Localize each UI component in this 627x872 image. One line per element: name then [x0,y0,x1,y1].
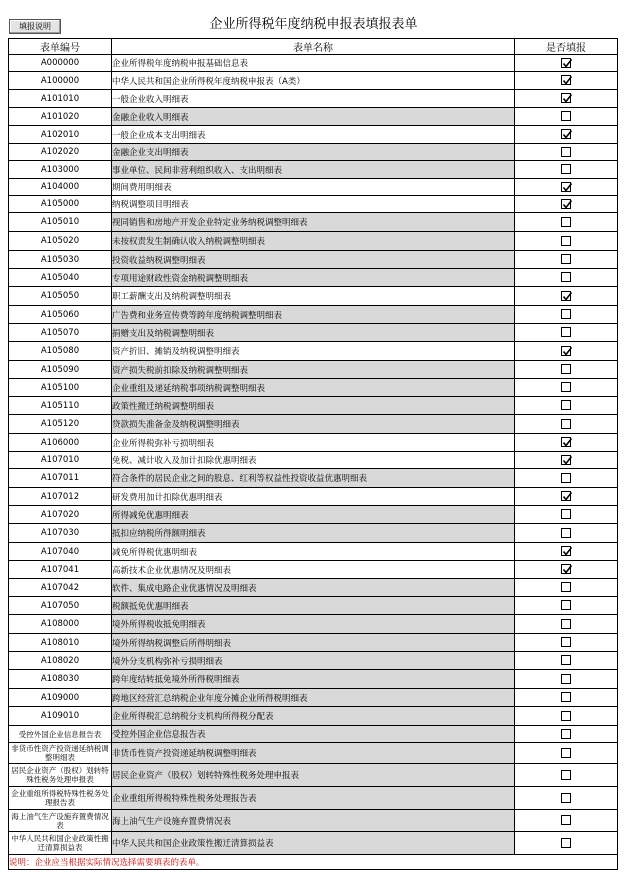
check-icon [562,93,573,104]
form-name: 研发费用加计扣除优惠明细表 [112,488,515,506]
form-name: 海上油气生产设施弃置费情况表 [112,810,515,832]
form-code: A105030 [9,251,112,269]
form-code: A101010 [9,90,112,108]
form-name: 境外所得税收抵免明细表 [112,615,515,634]
form-code: 非货币性资产投资递延纳税调整明细表 [9,743,112,764]
checkbox-unchecked[interactable] [561,692,571,702]
checkbox-unchecked[interactable] [561,815,571,825]
form-code: A108000 [9,615,112,634]
form-code: A108030 [9,670,112,689]
form-code: A105080 [9,342,112,361]
form-code: A102020 [9,144,112,161]
form-code: A109000 [9,689,112,707]
fill-checkbox-cell [515,144,618,161]
checkbox-checked[interactable] [561,58,571,68]
fill-checkbox-cell [515,506,618,524]
table-row [9,707,618,726]
fill-checkbox-cell [515,488,618,506]
form-name: 企业所得税汇总纳税分支机构所得税分配表 [112,707,515,726]
check-icon [562,129,573,140]
form-name: 资产折旧、摊销及纳税调整明细表 [112,342,515,361]
table-row [9,810,618,832]
form-code: A000000 [9,55,112,72]
form-code: A107010 [9,452,112,469]
table-row [9,434,618,452]
check-icon [562,75,573,86]
table-row [9,269,618,287]
checkbox-unchecked[interactable] [561,509,571,519]
fill-checkbox-cell [515,379,618,397]
header-row [9,39,618,55]
checkbox-unchecked[interactable] [561,655,571,665]
fill-checkbox-cell [515,232,618,251]
check-icon [562,437,573,448]
fill-checkbox-cell [515,324,618,342]
fill-checkbox-cell [515,55,618,72]
table-row [9,415,618,434]
form-code: A107050 [9,597,112,615]
checkbox-unchecked[interactable] [561,838,571,848]
form-code: A100000 [9,72,112,90]
checkbox-unchecked[interactable] [561,254,571,264]
form-code: 企业重组所得税特殊性税务处理报告表 [9,787,112,810]
table-row [9,615,618,634]
form-name: 贷款损失准备金及纳税调整明细表 [112,415,515,434]
form-name: 税额抵免优惠明细表 [112,597,515,615]
table-row [9,251,618,269]
table-row [9,306,618,324]
checkbox-checked[interactable] [561,182,571,192]
checkbox-checked[interactable] [561,437,571,447]
checkbox-unchecked[interactable] [561,164,571,174]
table-row [9,506,618,524]
form-name: 受控外国企业信息报告表 [112,726,515,743]
checkbox-unchecked[interactable] [561,748,571,758]
table-row [9,561,618,579]
form-name: 跨年度结转抵免境外所得税明细表 [112,670,515,689]
table-row [9,452,618,469]
table-row [9,670,618,689]
form-name: 跨地区经营汇总纳税企业年度分摊企业所得税明细表 [112,689,515,707]
form-code: A107040 [9,543,112,561]
form-name: 职工薪酬支出及纳税调整明细表 [112,287,515,306]
check-icon [562,291,573,302]
fill-checkbox-cell [515,179,618,196]
checkbox-unchecked[interactable] [561,309,571,319]
form-name: 纳税调整项目明细表 [112,196,515,213]
page-title: 企业所得税年度纳税申报表填报表单 [209,17,418,32]
check-icon [562,199,573,210]
form-code: 中华人民共和国企业政策性搬迁清算损益表 [9,832,112,855]
form-name: 未按权责发生制确认收入纳税调整明细表 [112,232,515,251]
form-name: 减免所得税优惠明细表 [112,543,515,561]
check-icon [562,491,573,502]
form-code: A102010 [9,126,112,144]
form-code: A105120 [9,415,112,434]
fill-checkbox-cell [515,469,618,488]
explain-button[interactable]: 填报说明 [9,19,61,34]
table-row [9,108,618,126]
fill-checkbox-cell [515,108,618,126]
fill-checkbox-cell [515,726,618,743]
checkbox-unchecked[interactable] [561,473,571,483]
checkbox-checked[interactable] [561,75,571,85]
form-code: A101020 [9,108,112,126]
column-header-code: 表单编号 [9,39,112,55]
check-icon [562,546,573,557]
table-row [9,832,618,855]
table-row [9,144,618,161]
table-row [9,361,618,379]
form-code: A105010 [9,213,112,232]
checkbox-unchecked[interactable] [561,236,571,246]
form-code: A107041 [9,561,112,579]
checkbox-unchecked[interactable] [561,711,571,721]
fill-checkbox-cell [515,397,618,415]
fill-checkbox-cell [515,90,618,108]
form-code: 受控外国企业信息报告表 [9,726,112,743]
table-row [9,469,618,488]
fill-checkbox-cell [515,832,618,855]
fill-checkbox-cell [515,306,618,324]
table-row [9,787,618,810]
table-row [9,213,618,232]
table-row [9,634,618,652]
form-name: 企业所得税弥补亏损明细表 [112,434,515,452]
form-code: A109010 [9,707,112,726]
check-icon [562,58,573,69]
checkbox-unchecked[interactable] [561,327,571,337]
form-name: 符合条件的居民企业之间的股息、红利等权益性投资收益优惠明细表 [112,469,515,488]
form-code: A107042 [9,579,112,597]
checkbox-unchecked[interactable] [561,419,571,429]
fill-checkbox-cell [515,689,618,707]
form-code: 居民企业资产（股权）划转特殊性税务处理申报表 [9,764,112,787]
form-name: 中华人民共和国企业所得税年度纳税申报表（A类） [112,72,515,90]
form-name: 软件、集成电路企业优惠情况及明细表 [112,579,515,597]
checkbox-unchecked[interactable] [561,600,571,610]
table-row [9,179,618,196]
check-icon [562,455,573,466]
fill-checkbox-cell [515,707,618,726]
table-row [9,232,618,251]
checkbox-unchecked[interactable] [561,382,571,392]
fill-checkbox-cell [515,634,618,652]
form-name: 视同销售和房地产开发企业特定业务纳税调整明细表 [112,213,515,232]
checkbox-checked[interactable] [561,346,571,356]
table-row [9,55,618,72]
table-row [9,543,618,561]
checkbox-unchecked[interactable] [561,674,571,684]
table-row [9,90,618,108]
form-name: 金融企业收入明细表 [112,108,515,126]
form-name: 企业重组及递延纳税事项纳税调整明细表 [112,379,515,397]
checkbox-unchecked[interactable] [561,582,571,592]
table-row [9,488,618,506]
form-code: A105100 [9,379,112,397]
fill-checkbox-cell [515,787,618,810]
form-name: 境外分支机构弥补亏损明细表 [112,652,515,670]
form-name: 所得减免优惠明细表 [112,506,515,524]
fill-checkbox-cell [515,579,618,597]
checkbox-checked[interactable] [561,129,571,139]
fill-checkbox-cell [515,126,618,144]
fill-checkbox-cell [515,810,618,832]
note-text: 说明：企业应当根据实际情况选择需要填表的表单。 [9,855,618,870]
table-row [9,689,618,707]
checkbox-checked[interactable] [561,199,571,209]
checkbox-unchecked[interactable] [561,111,571,121]
note-row [9,855,618,870]
form-code: A108010 [9,634,112,652]
fill-checkbox-cell [515,213,618,232]
checkbox-unchecked[interactable] [561,770,571,780]
check-icon [562,346,573,357]
checkbox-checked[interactable] [561,546,571,556]
fill-checkbox-cell [515,161,618,179]
form-code: A105110 [9,397,112,415]
fill-checkbox-cell [515,561,618,579]
table-row [9,524,618,543]
fill-checkbox-cell [515,342,618,361]
checkbox-checked[interactable] [561,291,571,301]
fill-checkbox-cell [515,196,618,213]
fill-checkbox-cell [515,652,618,670]
form-code: A105050 [9,287,112,306]
form-name: 一般企业成本支出明细表 [112,126,515,144]
checkbox-unchecked[interactable] [561,217,571,227]
table-row [9,652,618,670]
fill-checkbox-cell [515,72,618,90]
checkbox-unchecked[interactable] [561,619,571,629]
form-code: A107030 [9,524,112,543]
form-name: 企业所得税年度纳税申报基础信息表 [112,55,515,72]
checkbox-unchecked[interactable] [561,364,571,374]
fill-checkbox-cell [515,361,618,379]
table-row [9,161,618,179]
fill-checkbox-cell [515,524,618,543]
form-name: 专项用途财政性资金纳税调整明细表 [112,269,515,287]
form-code: A106000 [9,434,112,452]
form-code: A105020 [9,232,112,251]
checkbox-checked[interactable] [561,455,571,465]
form-code: A108020 [9,652,112,670]
form-code: A107011 [9,469,112,488]
form-code: A107012 [9,488,112,506]
check-icon [562,564,573,575]
form-code: A104000 [9,179,112,196]
form-name: 期间费用明细表 [112,179,515,196]
fill-checkbox-cell [515,287,618,306]
table-body [9,55,618,855]
fill-checkbox-cell [515,543,618,561]
form-name: 抵扣应纳税所得额明细表 [112,524,515,543]
form-name: 捐赠支出及纳税调整明细表 [112,324,515,342]
form-name: 事业单位、民间非营利组织收入、支出明细表 [112,161,515,179]
table-row [9,397,618,415]
fill-checkbox-cell [515,615,618,634]
fill-checkbox-cell [515,452,618,469]
fill-checkbox-cell [515,743,618,764]
form-name: 非货币性资产投资递延纳税调整明细表 [112,743,515,764]
fill-checkbox-cell [515,251,618,269]
table-row [9,287,618,306]
fill-checkbox-cell [515,434,618,452]
table-row [9,72,618,90]
fill-checkbox-cell [515,415,618,434]
table-row [9,324,618,342]
checkbox-unchecked[interactable] [561,729,571,739]
form-name: 政策性搬迁纳税调整明细表 [112,397,515,415]
table-row [9,196,618,213]
form-code: A103000 [9,161,112,179]
form-code: A105090 [9,361,112,379]
checkbox-unchecked[interactable] [561,272,571,282]
checkbox-checked[interactable] [561,491,571,501]
checkbox-unchecked[interactable] [561,793,571,803]
fill-checkbox-cell [515,269,618,287]
table-row [9,342,618,361]
check-icon [562,182,573,193]
form-code: A105040 [9,269,112,287]
form-code: A105000 [9,196,112,213]
form-name: 免税、减计收入及加计扣除优惠明细表 [112,452,515,469]
table-row [9,743,618,764]
checkbox-checked[interactable] [561,564,571,574]
table-row [9,379,618,397]
form-name: 投资收益纳税调整明细表 [112,251,515,269]
form-name: 高新技术企业优惠情况及明细表 [112,561,515,579]
table-row [9,726,618,743]
checkbox-unchecked[interactable] [561,637,571,647]
column-header-check: 是否填报 [515,39,618,55]
column-header-name: 表单名称 [112,39,515,55]
table-row [9,597,618,615]
fill-checkbox-cell [515,764,618,787]
form-name: 居民企业资产（股权）划转特殊性税务处理申报表 [112,764,515,787]
form-name: 企业重组所得税特殊性税务处理报告表 [112,787,515,810]
form-name: 金融企业支出明细表 [112,144,515,161]
table-row [9,579,618,597]
checkbox-unchecked[interactable] [561,147,571,157]
fill-checkbox-cell [515,670,618,689]
form-code: A107020 [9,506,112,524]
form-name: 广告费和业务宣传费等跨年度纳税调整明细表 [112,306,515,324]
table-row [9,764,618,787]
form-name: 中华人民共和国企业政策性搬迁清算损益表 [112,832,515,855]
form-name: 资产损失税前扣除及纳税调整明细表 [112,361,515,379]
form-code: A105070 [9,324,112,342]
form-name: 一般企业收入明细表 [112,90,515,108]
table-row [9,126,618,144]
form-selection-table [8,38,618,870]
checkbox-unchecked[interactable] [561,400,571,410]
form-name: 境外所得纳税调整后所得明细表 [112,634,515,652]
form-code: A105060 [9,306,112,324]
checkbox-checked[interactable] [561,93,571,103]
form-code: 海上油气生产设施弃置费情况表 [9,810,112,832]
checkbox-unchecked[interactable] [561,528,571,538]
fill-checkbox-cell [515,597,618,615]
